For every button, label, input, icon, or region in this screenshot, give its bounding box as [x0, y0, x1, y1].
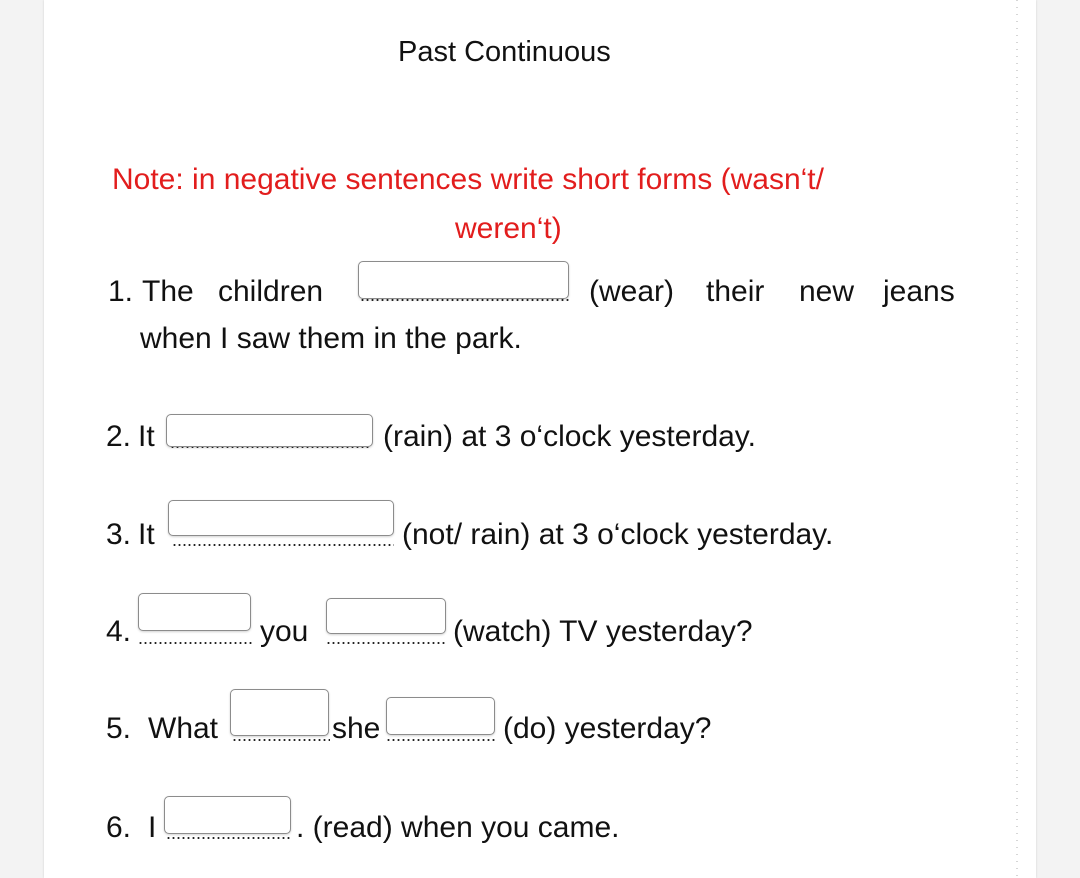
exercise-3-dotted-line: [172, 543, 394, 547]
exercise-5-prompt: (do) yesterday?: [503, 712, 712, 745]
exercise-5-dotted-line-1: [232, 738, 330, 742]
exercise-2-number: 2.: [106, 420, 132, 453]
exercise-1-word: (wear): [589, 275, 675, 308]
exercise-1-word: The: [142, 275, 194, 308]
exercise-1-line-2: when I saw them in the park.: [140, 322, 522, 355]
exercise-5-subject: she: [332, 712, 381, 745]
exercise-4-prompt: (watch) TV yesterday?: [453, 615, 753, 648]
exercise-6-subject: I: [148, 811, 157, 844]
exercise-5-question-word: What: [148, 712, 219, 745]
exercise-6-answer-box[interactable]: [164, 796, 291, 834]
note-line-1: Note: in negative sentences write short forms (wasn‘t/: [112, 163, 824, 196]
exercise-3-subject: It: [138, 518, 155, 551]
exercise-6-number: 6.: [106, 811, 132, 844]
exercise-3-answer-box[interactable]: [168, 500, 394, 536]
exercise-1-word: jeans: [883, 275, 955, 308]
exercise-6-dotted-line: [166, 836, 292, 840]
exercise-2-answer-box[interactable]: [166, 414, 373, 447]
page-edge-guide: [1016, 0, 1018, 878]
exercise-4-dotted-line-1: [138, 641, 252, 645]
exercise-4-dotted-line-2: [326, 641, 446, 645]
exercise-2-subject: It: [138, 420, 155, 453]
note-line-2: weren‘t): [455, 212, 562, 245]
exercise-2-prompt: (rain) at 3 o‘clock yesterday.: [383, 420, 756, 453]
exercise-5-answer-box-2[interactable]: [386, 697, 495, 735]
exercise-4-subject: you: [260, 615, 309, 648]
exercise-1-word: their: [706, 275, 765, 308]
exercise-4-answer-box-1[interactable]: [138, 593, 251, 631]
worksheet-title: Past Continuous: [398, 36, 611, 68]
exercise-3-number: 3.: [106, 518, 132, 551]
exercise-4-answer-box-2[interactable]: [326, 598, 446, 634]
exercise-1-answer-box[interactable]: [358, 261, 569, 299]
exercise-1-word: children: [218, 275, 324, 308]
exercise-6-prompt: . (read) when you came.: [296, 811, 620, 844]
exercise-5-dotted-line-2: [386, 738, 495, 742]
exercise-1-word: new: [799, 275, 855, 308]
exercise-3-prompt: (not/ rain) at 3 o‘clock yesterday.: [402, 518, 834, 551]
exercise-4-number: 4.: [106, 615, 132, 648]
exercise-5-number: 5.: [106, 712, 132, 745]
exercise-5-answer-box-1[interactable]: [230, 689, 329, 736]
exercise-1-number: 1.: [108, 275, 134, 308]
